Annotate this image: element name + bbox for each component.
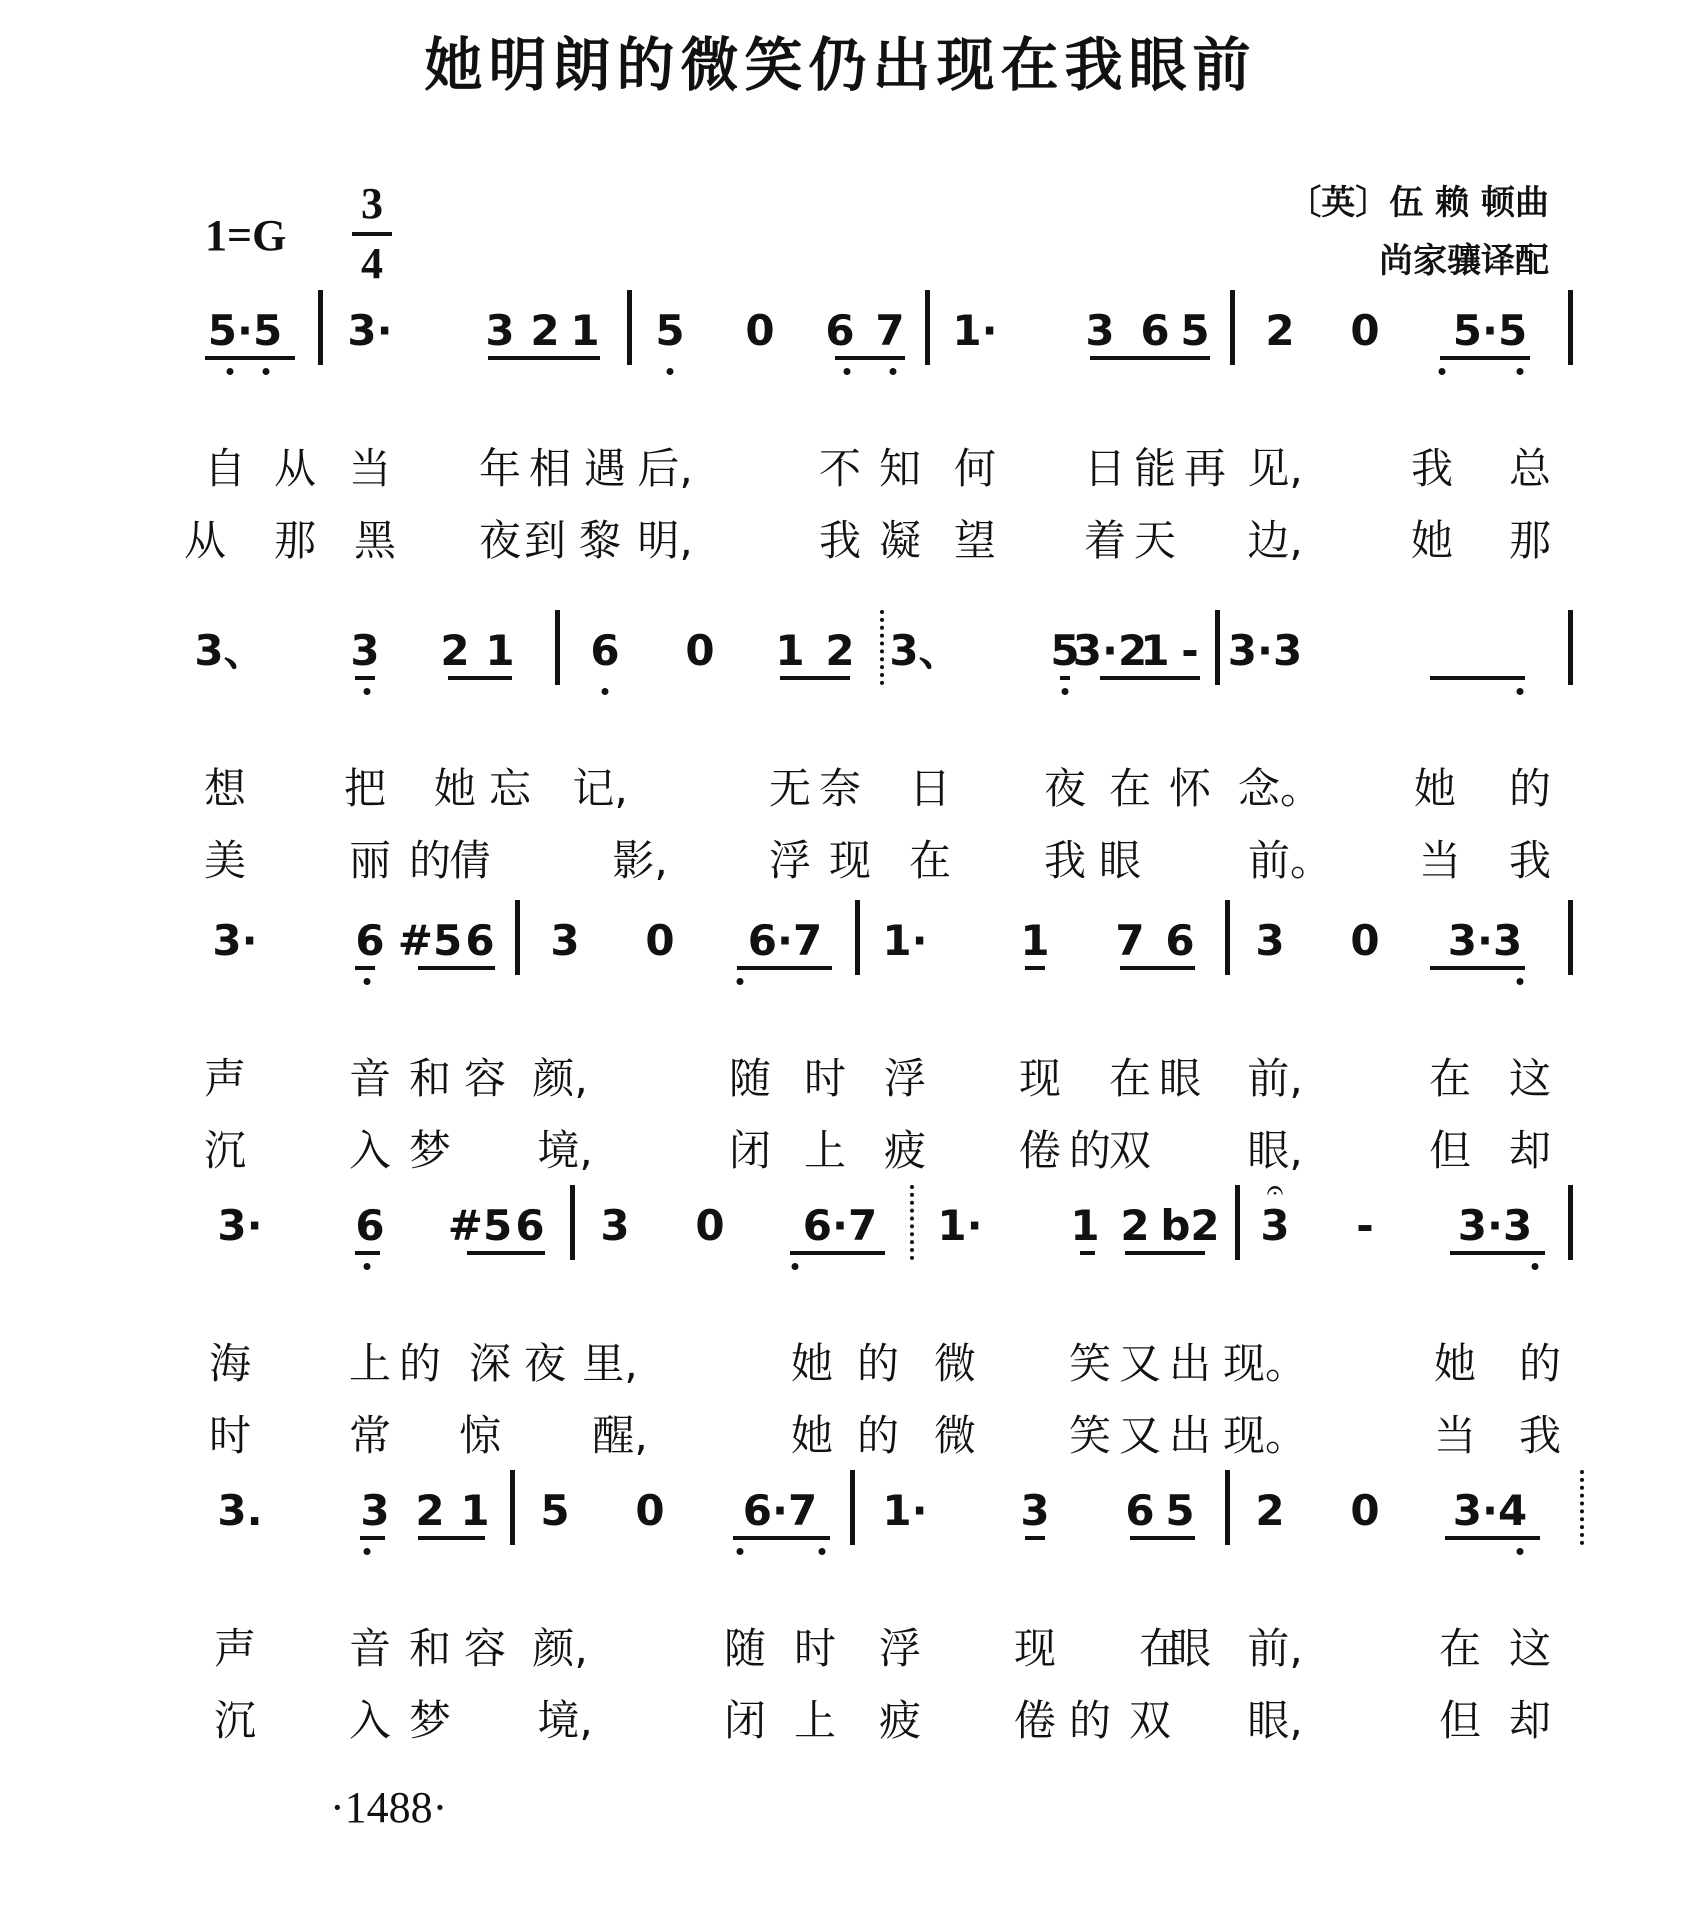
barline bbox=[925, 290, 930, 365]
note: 6·7 bbox=[802, 1201, 878, 1250]
note: 0 bbox=[1350, 306, 1380, 355]
note: 3 bbox=[1260, 1201, 1290, 1250]
barline bbox=[1235, 1185, 1240, 1260]
beam-underline bbox=[790, 1251, 885, 1255]
lyric-verse-1: 奈 bbox=[818, 764, 862, 813]
lyric-verse-2: 时 bbox=[208, 1411, 252, 1460]
beam-underline bbox=[1430, 966, 1525, 970]
beam-underline bbox=[1440, 356, 1530, 360]
lyric-verse-1: 她 bbox=[1433, 1339, 1477, 1388]
lyric-verse-2: 明, bbox=[637, 516, 693, 565]
beam-underline bbox=[1060, 676, 1070, 680]
note: 5·5 bbox=[207, 306, 283, 355]
lyric-verse-2: 边, bbox=[1247, 516, 1303, 565]
lyric-verse-1: 这 bbox=[1508, 1624, 1552, 1673]
lyric-verse-2: 常 bbox=[348, 1411, 392, 1460]
note: 5 bbox=[1165, 1486, 1195, 1535]
lyric-verse-1: 怀 bbox=[1168, 764, 1212, 813]
key-signature: 1=G bbox=[205, 211, 287, 260]
note: 0 bbox=[635, 1486, 665, 1535]
lyric-verse-1: 容 bbox=[463, 1054, 507, 1103]
lyric-verse-2: 又 bbox=[1118, 1411, 1162, 1460]
lyric-verse-2: 眼 bbox=[1098, 836, 1142, 885]
lyric-verse-1: 的 bbox=[856, 1339, 900, 1388]
lyric-verse-2: 笑 bbox=[1068, 1411, 1112, 1460]
note: 1 bbox=[1020, 916, 1050, 965]
note: 3 bbox=[550, 916, 580, 965]
note: 5 bbox=[1050, 626, 1080, 675]
lyric-verse-2: 的 bbox=[1068, 1696, 1112, 1745]
note: 6 bbox=[1140, 306, 1170, 355]
note: 2 bbox=[415, 1486, 445, 1535]
octave-dot bbox=[737, 978, 744, 985]
lyric-verse-1: 记, bbox=[572, 764, 628, 813]
lyric-verse-2: 美 bbox=[203, 836, 247, 885]
note: 6 bbox=[465, 916, 495, 965]
note: 2 bbox=[1255, 1486, 1285, 1535]
note: 1 bbox=[775, 626, 805, 675]
lyric-verse-2: 倩 bbox=[448, 836, 492, 885]
lyric-verse-2: 出 bbox=[1168, 1411, 1212, 1460]
beam-underline bbox=[1450, 1251, 1545, 1255]
note: 0 bbox=[745, 306, 775, 355]
barline bbox=[850, 1470, 855, 1545]
lyric-verse-1: 和 bbox=[408, 1054, 452, 1103]
note: 1 bbox=[485, 626, 515, 675]
lyric-verse-2: 凝 bbox=[878, 516, 922, 565]
lyric-verse-2: 但 bbox=[1438, 1696, 1482, 1745]
lyric-verse-2: 疲 bbox=[883, 1126, 927, 1175]
note: 3、 bbox=[889, 626, 961, 675]
lyric-verse-1: 无 bbox=[768, 764, 812, 813]
lyric-verse-1: 念。 bbox=[1237, 764, 1323, 813]
lyric-verse-1: 现 bbox=[1018, 1054, 1062, 1103]
lyric-verse-2: 闭 bbox=[728, 1126, 772, 1175]
lyric-verse-2: 倦 bbox=[1013, 1696, 1057, 1745]
beam-underline bbox=[418, 1536, 485, 1540]
lyric-verse-1: 从 bbox=[273, 444, 317, 493]
lyric-verse-1: 知 bbox=[878, 444, 922, 493]
lyric-verse-2: 的 bbox=[408, 836, 452, 885]
lyric-verse-1: 见, bbox=[1247, 444, 1303, 493]
lyric-verse-2: 闭 bbox=[723, 1696, 767, 1745]
lyric-verse-1: 现。 bbox=[1222, 1339, 1308, 1388]
lyric-verse-1: 微 bbox=[933, 1339, 977, 1388]
lyric-verse-2: 醒, bbox=[592, 1411, 648, 1460]
lyric-verse-2: 入 bbox=[348, 1696, 392, 1745]
note: #5 bbox=[397, 916, 463, 965]
lyric-verse-2: 那 bbox=[273, 516, 317, 565]
lyric-verse-1: 音 bbox=[348, 1054, 392, 1103]
note: 3 bbox=[1085, 306, 1115, 355]
beam-underline bbox=[205, 356, 295, 360]
note: 5 bbox=[655, 306, 685, 355]
octave-dot bbox=[364, 1263, 371, 1270]
note: 5 bbox=[540, 1486, 570, 1535]
note: 6 bbox=[1165, 916, 1195, 965]
note: 2 bbox=[1120, 1201, 1150, 1250]
barline bbox=[510, 1470, 515, 1545]
octave-dot bbox=[602, 688, 609, 695]
lyric-verse-1: 的 bbox=[1508, 764, 1552, 813]
barline bbox=[1230, 290, 1235, 365]
lyric-verse-2: 浮 bbox=[768, 836, 812, 885]
note: 3. bbox=[217, 1486, 263, 1535]
barline bbox=[1225, 1470, 1230, 1545]
time-fraction-bar bbox=[352, 232, 392, 236]
lyric-verse-2: 我 bbox=[1518, 1411, 1562, 1460]
lyric-verse-1: 夜 bbox=[1043, 764, 1087, 813]
lyric-verse-1: 把 bbox=[343, 764, 387, 813]
note: 3·4 bbox=[1452, 1486, 1528, 1535]
beam-underline bbox=[733, 1536, 830, 1540]
translator-credit: 尚家骧译配 bbox=[1379, 241, 1549, 281]
note: 3 bbox=[1020, 1486, 1050, 1535]
note: 3·3 bbox=[1447, 916, 1523, 965]
lyric-verse-1: 深 bbox=[468, 1339, 512, 1388]
beam-underline bbox=[1445, 1536, 1540, 1540]
octave-dot bbox=[364, 688, 371, 695]
note: 3 bbox=[1255, 916, 1285, 965]
octave-dot bbox=[1517, 688, 1524, 695]
lyric-verse-1: 再 bbox=[1183, 444, 1227, 493]
lyric-verse-1: 她 bbox=[433, 764, 477, 813]
octave-dot bbox=[1532, 1263, 1539, 1270]
lyric-verse-2: 境, bbox=[537, 1696, 593, 1745]
note: b2 bbox=[1160, 1201, 1220, 1250]
lyric-verse-1: 海 bbox=[208, 1339, 252, 1388]
lyric-verse-2: 入 bbox=[348, 1126, 392, 1175]
lyric-verse-1: 声 bbox=[203, 1054, 247, 1103]
lyric-verse-2: 她 bbox=[1410, 516, 1454, 565]
barline bbox=[1568, 1185, 1573, 1260]
barline bbox=[555, 610, 560, 685]
lyric-verse-1: 随 bbox=[728, 1054, 772, 1103]
beam-underline bbox=[1080, 1251, 1095, 1255]
composer-credit: 〔英〕伍 赖 顿曲 bbox=[1287, 183, 1549, 223]
note: 1 bbox=[570, 306, 600, 355]
barline bbox=[1215, 610, 1220, 685]
note: 0 bbox=[685, 626, 715, 675]
beam-underline bbox=[355, 1251, 380, 1255]
lyric-verse-1: 时 bbox=[793, 1624, 837, 1673]
lyric-verse-2: 那 bbox=[1508, 516, 1552, 565]
lyric-verse-2: 现 bbox=[828, 836, 872, 885]
lyric-verse-2: 但 bbox=[1428, 1126, 1472, 1175]
lyric-verse-1: 我 bbox=[1410, 444, 1454, 493]
beam-underline bbox=[835, 356, 905, 360]
lyric-verse-2: 双 bbox=[1108, 1126, 1152, 1175]
lyric-verse-1: 颜, bbox=[532, 1624, 588, 1673]
note: 1· bbox=[882, 1486, 928, 1535]
beam-underline bbox=[355, 966, 375, 970]
lyric-verse-2: 影, bbox=[612, 836, 668, 885]
note: 0 bbox=[695, 1201, 725, 1250]
lyric-verse-1: 后, bbox=[637, 444, 693, 493]
lyric-verse-1: 在 bbox=[1428, 1054, 1472, 1103]
beam-underline bbox=[737, 966, 832, 970]
lyric-verse-1: 在 bbox=[1108, 1054, 1152, 1103]
barline bbox=[855, 900, 860, 975]
note: 1 bbox=[1070, 1201, 1100, 1250]
lyric-verse-1: 时 bbox=[803, 1054, 847, 1103]
lyric-verse-2: 眼, bbox=[1247, 1696, 1303, 1745]
barline bbox=[318, 290, 323, 365]
lyric-verse-1: 现 bbox=[1013, 1624, 1057, 1673]
barline bbox=[515, 900, 520, 975]
lyric-verse-1: 浮 bbox=[883, 1054, 927, 1103]
time-numerator: 3 bbox=[361, 179, 383, 228]
lyric-verse-2: 倦 bbox=[1018, 1126, 1062, 1175]
beam-underline bbox=[355, 676, 375, 680]
lyric-verse-2: 境, bbox=[537, 1126, 593, 1175]
note: 0 bbox=[1350, 1486, 1380, 1535]
song-title: 她明朗的微笑仍出现在我眼前 bbox=[424, 31, 1257, 99]
note: 1· bbox=[937, 1201, 983, 1250]
page-number: ·1488· bbox=[330, 1783, 448, 1832]
note: 6 bbox=[355, 1201, 385, 1250]
lyric-verse-1: 上 bbox=[348, 1339, 392, 1388]
lyric-verse-2: 天 bbox=[1133, 516, 1177, 565]
lyric-verse-1: 相 bbox=[528, 444, 572, 493]
credits bbox=[1287, 174, 1549, 290]
lyric-verse-1: 的 bbox=[398, 1339, 442, 1388]
lyric-verse-1: 前, bbox=[1247, 1054, 1303, 1103]
note: 3· bbox=[347, 306, 393, 355]
lyric-verse-1: 当 bbox=[348, 444, 392, 493]
lyric-verse-2: 眼, bbox=[1247, 1126, 1303, 1175]
octave-dot bbox=[1517, 978, 1524, 985]
lyric-verse-1: 忘 bbox=[488, 764, 532, 813]
octave-dot bbox=[227, 368, 234, 375]
lyric-verse-1: 里, bbox=[582, 1339, 638, 1388]
octave-dot bbox=[890, 368, 897, 375]
barline bbox=[1580, 1470, 1584, 1545]
beam-underline bbox=[360, 1536, 385, 1540]
lyric-verse-1: 不 bbox=[818, 444, 862, 493]
lyric-verse-1: 笑 bbox=[1068, 1339, 1112, 1388]
beam-underline bbox=[448, 676, 512, 680]
note: 7 bbox=[875, 306, 905, 355]
lyric-verse-2: 的 bbox=[1068, 1126, 1112, 1175]
lyric-verse-2: 我 bbox=[1043, 836, 1087, 885]
octave-dot bbox=[1439, 368, 1446, 375]
note: 3 bbox=[600, 1201, 630, 1250]
barline bbox=[910, 1185, 914, 1260]
lyric-verse-2: 却 bbox=[1508, 1126, 1552, 1175]
octave-dot bbox=[737, 1548, 744, 1555]
note: 2 bbox=[440, 626, 470, 675]
lyric-verse-2: 当 bbox=[1433, 1411, 1477, 1460]
beam-underline bbox=[1025, 966, 1045, 970]
lyric-verse-2: 当 bbox=[1418, 836, 1462, 885]
beam-underline bbox=[1130, 1536, 1195, 1540]
lyric-verse-1: 这 bbox=[1508, 1054, 1552, 1103]
note: 2 bbox=[530, 306, 560, 355]
note: 1· bbox=[952, 306, 998, 355]
lyric-verse-2: 微 bbox=[933, 1411, 977, 1460]
octave-dot bbox=[1517, 1548, 1524, 1555]
note: 6 bbox=[825, 306, 855, 355]
lyric-verse-1: 想 bbox=[203, 764, 247, 813]
note: - bbox=[1181, 626, 1199, 675]
beam-underline bbox=[488, 356, 600, 360]
octave-dot bbox=[364, 1548, 371, 1555]
octave-dot bbox=[364, 978, 371, 985]
lyric-verse-1: 日 bbox=[908, 764, 952, 813]
lyric-verse-1: 在 bbox=[1108, 764, 1152, 813]
lyric-verse-1: 浮 bbox=[878, 1624, 922, 1673]
lyric-verse-2: 从 bbox=[183, 516, 227, 565]
lyric-verse-2: 沉 bbox=[203, 1126, 247, 1175]
lyric-verse-1: 在 bbox=[1438, 1624, 1482, 1673]
lyric-verse-2: 黑 bbox=[353, 516, 397, 565]
lyric-verse-2: 前。 bbox=[1247, 836, 1333, 885]
lyric-verse-2: 上 bbox=[793, 1696, 837, 1745]
barline bbox=[1568, 900, 1573, 975]
lyric-verse-2: 惊 bbox=[458, 1411, 502, 1460]
lyric-verse-1: 和 bbox=[408, 1624, 452, 1673]
note: 6 bbox=[515, 1201, 545, 1250]
note: 6 bbox=[590, 626, 620, 675]
note: 3 bbox=[350, 626, 380, 675]
beam-underline bbox=[467, 1251, 545, 1255]
beam-underline bbox=[1090, 356, 1210, 360]
lyric-verse-1: 能 bbox=[1133, 444, 1177, 493]
barline bbox=[1568, 290, 1573, 365]
lyric-verse-1: 在 bbox=[1138, 1624, 1182, 1673]
note: 3·2 bbox=[1072, 626, 1148, 675]
barline bbox=[1568, 610, 1573, 685]
beam-underline bbox=[1125, 1251, 1205, 1255]
beam-underline bbox=[780, 676, 850, 680]
lyric-verse-1: 随 bbox=[723, 1624, 767, 1673]
note: 0 bbox=[645, 916, 675, 965]
octave-dot bbox=[1517, 368, 1524, 375]
barline bbox=[570, 1185, 575, 1260]
note: 6·7 bbox=[742, 1486, 818, 1535]
note: 6 bbox=[355, 916, 385, 965]
lyric-verse-2: 着 bbox=[1083, 516, 1127, 565]
note: 1 bbox=[1140, 626, 1170, 675]
lyric-verse-2: 望 bbox=[953, 516, 997, 565]
time-signature bbox=[352, 179, 392, 288]
note: 7 bbox=[1115, 916, 1145, 965]
lyric-verse-2: 黎 bbox=[578, 516, 622, 565]
beam-underline bbox=[1025, 1536, 1045, 1540]
lyric-verse-2: 丽 bbox=[348, 836, 392, 885]
lyric-verse-1: 又 bbox=[1118, 1339, 1162, 1388]
lyric-verse-2: 现。 bbox=[1222, 1411, 1308, 1460]
beam-underline bbox=[1100, 676, 1200, 680]
lyric-verse-2: 疲 bbox=[878, 1696, 922, 1745]
octave-dot bbox=[792, 1263, 799, 1270]
lyric-verse-2: 她 bbox=[790, 1411, 834, 1460]
note: 3 bbox=[360, 1486, 390, 1535]
lyric-verse-1: 前, bbox=[1247, 1624, 1303, 1673]
lyric-verse-1: 她 bbox=[790, 1339, 834, 1388]
note: 3、 bbox=[194, 626, 266, 675]
lyric-verse-1: 年 bbox=[478, 444, 522, 493]
note: 1 bbox=[460, 1486, 490, 1535]
lyric-verse-2: 我 bbox=[1508, 836, 1552, 885]
lyric-verse-2: 我 bbox=[818, 516, 862, 565]
octave-dot bbox=[263, 368, 270, 375]
beam-underline bbox=[1430, 676, 1525, 680]
lyric-verse-1: 颜, bbox=[532, 1054, 588, 1103]
lyric-verse-1: 夜 bbox=[523, 1339, 567, 1388]
note: 2 bbox=[825, 626, 855, 675]
lyric-verse-2: 却 bbox=[1508, 1696, 1552, 1745]
time-denominator: 4 bbox=[361, 239, 383, 288]
lyric-verse-1: 遇 bbox=[583, 444, 627, 493]
lyric-verse-1: 出 bbox=[1168, 1339, 1212, 1388]
lyric-verse-1: 自 bbox=[203, 444, 247, 493]
note: - bbox=[1356, 1201, 1374, 1250]
note: 5 bbox=[1180, 306, 1210, 355]
lyric-verse-1: 音 bbox=[348, 1624, 392, 1673]
lyric-verse-1: 的 bbox=[1518, 1339, 1562, 1388]
octave-dot bbox=[667, 368, 674, 375]
barline bbox=[1225, 900, 1230, 975]
fermata-icon: 𝄐 bbox=[1266, 1173, 1284, 1208]
lyric-verse-1: 何 bbox=[953, 444, 997, 493]
lyric-verse-2: 沉 bbox=[213, 1696, 257, 1745]
beam-underline bbox=[418, 966, 495, 970]
lyric-verse-2: 的 bbox=[856, 1411, 900, 1460]
lyric-verse-1: 眼 bbox=[1168, 1624, 1212, 1673]
barline bbox=[880, 610, 884, 685]
lyric-verse-2: 在 bbox=[908, 836, 952, 885]
note: 3·3 bbox=[1457, 1201, 1533, 1250]
lyric-verse-1: 总 bbox=[1508, 444, 1552, 493]
note: 3· bbox=[212, 916, 258, 965]
lyric-verse-2: 双 bbox=[1128, 1696, 1172, 1745]
beam-underline bbox=[1120, 966, 1195, 970]
octave-dot bbox=[844, 368, 851, 375]
lyric-verse-1: 容 bbox=[463, 1624, 507, 1673]
note: 2 bbox=[1265, 306, 1295, 355]
barline bbox=[627, 290, 632, 365]
lyric-verse-1: 日 bbox=[1083, 444, 1127, 493]
octave-dot bbox=[1062, 688, 1069, 695]
octave-dot bbox=[819, 1548, 826, 1555]
note: 3· bbox=[217, 1201, 263, 1250]
lyric-verse-1: 她 bbox=[1413, 764, 1457, 813]
note: #5 bbox=[447, 1201, 513, 1250]
lyric-verse-1: 眼 bbox=[1158, 1054, 1202, 1103]
note: 0 bbox=[1350, 916, 1380, 965]
note: 3·3 bbox=[1227, 626, 1303, 675]
note: 6 bbox=[1125, 1486, 1155, 1535]
lyric-verse-2: 上 bbox=[803, 1126, 847, 1175]
lyric-verse-2: 夜 bbox=[478, 516, 522, 565]
note: 3 bbox=[485, 306, 515, 355]
lyric-verse-1: 声 bbox=[213, 1624, 257, 1673]
note: 6·7 bbox=[747, 916, 823, 965]
lyric-verse-2: 到 bbox=[523, 516, 567, 565]
lyric-verse-2: 梦 bbox=[408, 1126, 452, 1175]
note: 1· bbox=[882, 916, 928, 965]
note: 5·5 bbox=[1452, 306, 1528, 355]
lyric-verse-2: 梦 bbox=[408, 1696, 452, 1745]
